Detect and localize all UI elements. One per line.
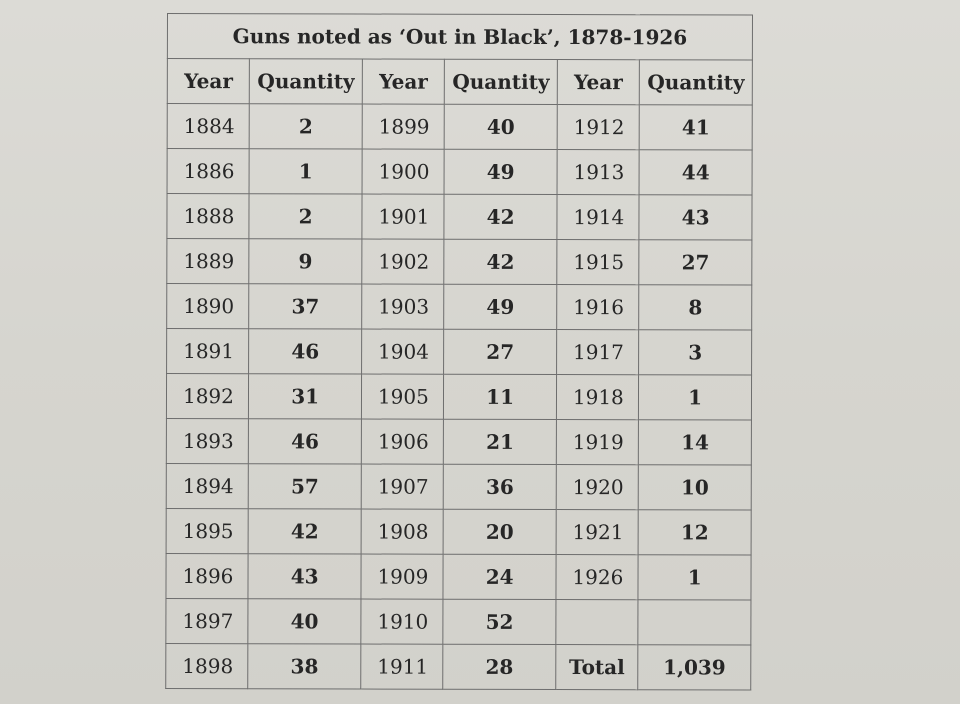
quantity-cell: 12	[638, 510, 751, 555]
year-cell: 1901	[362, 194, 445, 239]
year-cell: 1903	[362, 284, 445, 329]
year-cell: 1918	[556, 375, 639, 420]
quantity-cell: 11	[444, 374, 557, 419]
quantity-cell: 2	[250, 104, 363, 149]
header-year-2: Year	[362, 59, 445, 104]
quantity-cell: 31	[249, 374, 362, 419]
quantity-cell: 27	[444, 329, 557, 374]
year-cell: 1926	[556, 555, 639, 600]
quantity-cell: 21	[444, 419, 557, 464]
table-row	[166, 598, 751, 645]
guns-table	[165, 13, 753, 691]
year-cell: 1896	[166, 553, 249, 598]
header-year-3: Year	[557, 60, 640, 105]
table-row	[167, 149, 752, 196]
quantity-cell: 14	[639, 420, 752, 465]
quantity-cell: 3	[639, 330, 752, 375]
quantity-cell: 57	[249, 464, 362, 509]
year-cell: 1888	[167, 194, 250, 239]
year-cell: 1920	[556, 465, 639, 510]
year-cell: 1904	[362, 329, 445, 374]
table-row	[166, 463, 751, 510]
quantity-cell: 40	[445, 104, 558, 149]
year-cell: 1891	[167, 329, 250, 374]
quantity-cell: 28	[443, 644, 556, 689]
quantity-cell: 27	[639, 240, 752, 285]
table-row	[166, 508, 751, 555]
quantity-cell: 42	[444, 239, 557, 284]
header-quantity-1: Quantity	[250, 59, 363, 104]
year-cell: 1895	[166, 508, 249, 553]
quantity-cell: 38	[248, 644, 361, 689]
quantity-cell: 2	[249, 194, 362, 239]
total-value: 1,039	[638, 645, 751, 690]
quantity-cell: 49	[444, 284, 557, 329]
quantity-cell: 43	[639, 195, 752, 240]
year-cell: 1914	[557, 195, 640, 240]
total-label: Total	[556, 645, 639, 690]
quantity-cell: 42	[444, 194, 557, 239]
year-cell: 1921	[556, 510, 639, 555]
quantity-cell: 42	[248, 509, 361, 554]
table-row	[167, 284, 752, 331]
year-cell: 1913	[557, 150, 640, 195]
quantity-cell: 43	[248, 554, 361, 599]
year-cell: 1898	[166, 643, 249, 688]
header-quantity-2: Quantity	[445, 59, 558, 104]
table-title: Guns noted as ‘Out in Black’, 1878-1926	[167, 14, 752, 61]
header-year-1: Year	[167, 59, 250, 104]
quantity-cell: 9	[249, 239, 362, 284]
year-cell: 1919	[556, 420, 639, 465]
quantity-cell: 44	[639, 150, 752, 195]
quantity-cell: 52	[443, 599, 556, 644]
table-row	[167, 104, 752, 151]
quantity-cell: 1	[639, 375, 752, 420]
year-cell: 1902	[362, 239, 445, 284]
table-row	[166, 374, 751, 421]
year-cell: 1884	[167, 104, 250, 149]
table-row	[167, 194, 752, 241]
quantity-cell: 46	[249, 329, 362, 374]
year-cell: 1889	[167, 239, 250, 284]
year-cell	[556, 600, 639, 645]
year-cell: 1894	[166, 463, 249, 508]
quantity-cell: 49	[444, 149, 557, 194]
quantity-cell: 37	[249, 284, 362, 329]
quantity-cell: 20	[443, 509, 556, 554]
year-cell: 1899	[362, 104, 445, 149]
quantity-cell: 46	[249, 419, 362, 464]
header-quantity-3: Quantity	[640, 60, 753, 105]
table-row	[166, 418, 751, 465]
year-cell: 1900	[362, 149, 445, 194]
year-cell: 1897	[166, 598, 249, 643]
quantity-cell: 1	[249, 149, 362, 194]
year-cell: 1909	[361, 554, 444, 599]
year-cell: 1908	[361, 509, 444, 554]
year-cell: 1917	[556, 330, 639, 375]
year-cell: 1911	[361, 644, 444, 689]
year-cell: 1905	[361, 374, 444, 419]
year-cell: 1892	[166, 374, 249, 419]
quantity-cell: 41	[639, 105, 752, 150]
year-cell: 1893	[166, 418, 249, 463]
year-cell: 1907	[361, 464, 444, 509]
quantity-cell: 36	[444, 464, 557, 509]
quantity-cell: 8	[639, 285, 752, 330]
table-row	[167, 239, 752, 286]
quantity-cell: 40	[248, 599, 361, 644]
table-row	[167, 329, 752, 376]
table-row	[166, 643, 751, 690]
year-cell: 1910	[361, 599, 444, 644]
year-cell: 1915	[557, 240, 640, 285]
year-cell: 1886	[167, 149, 250, 194]
quantity-cell: 24	[443, 554, 556, 599]
quantity-cell: 1	[638, 555, 751, 600]
year-cell: 1912	[557, 105, 640, 150]
quantity-cell	[638, 600, 751, 645]
title-row	[167, 14, 752, 61]
year-cell: 1890	[167, 284, 250, 329]
quantity-cell: 10	[639, 465, 752, 510]
table-row	[166, 553, 751, 600]
header-row	[167, 59, 752, 106]
year-cell: 1916	[557, 285, 640, 330]
year-cell: 1906	[361, 419, 444, 464]
